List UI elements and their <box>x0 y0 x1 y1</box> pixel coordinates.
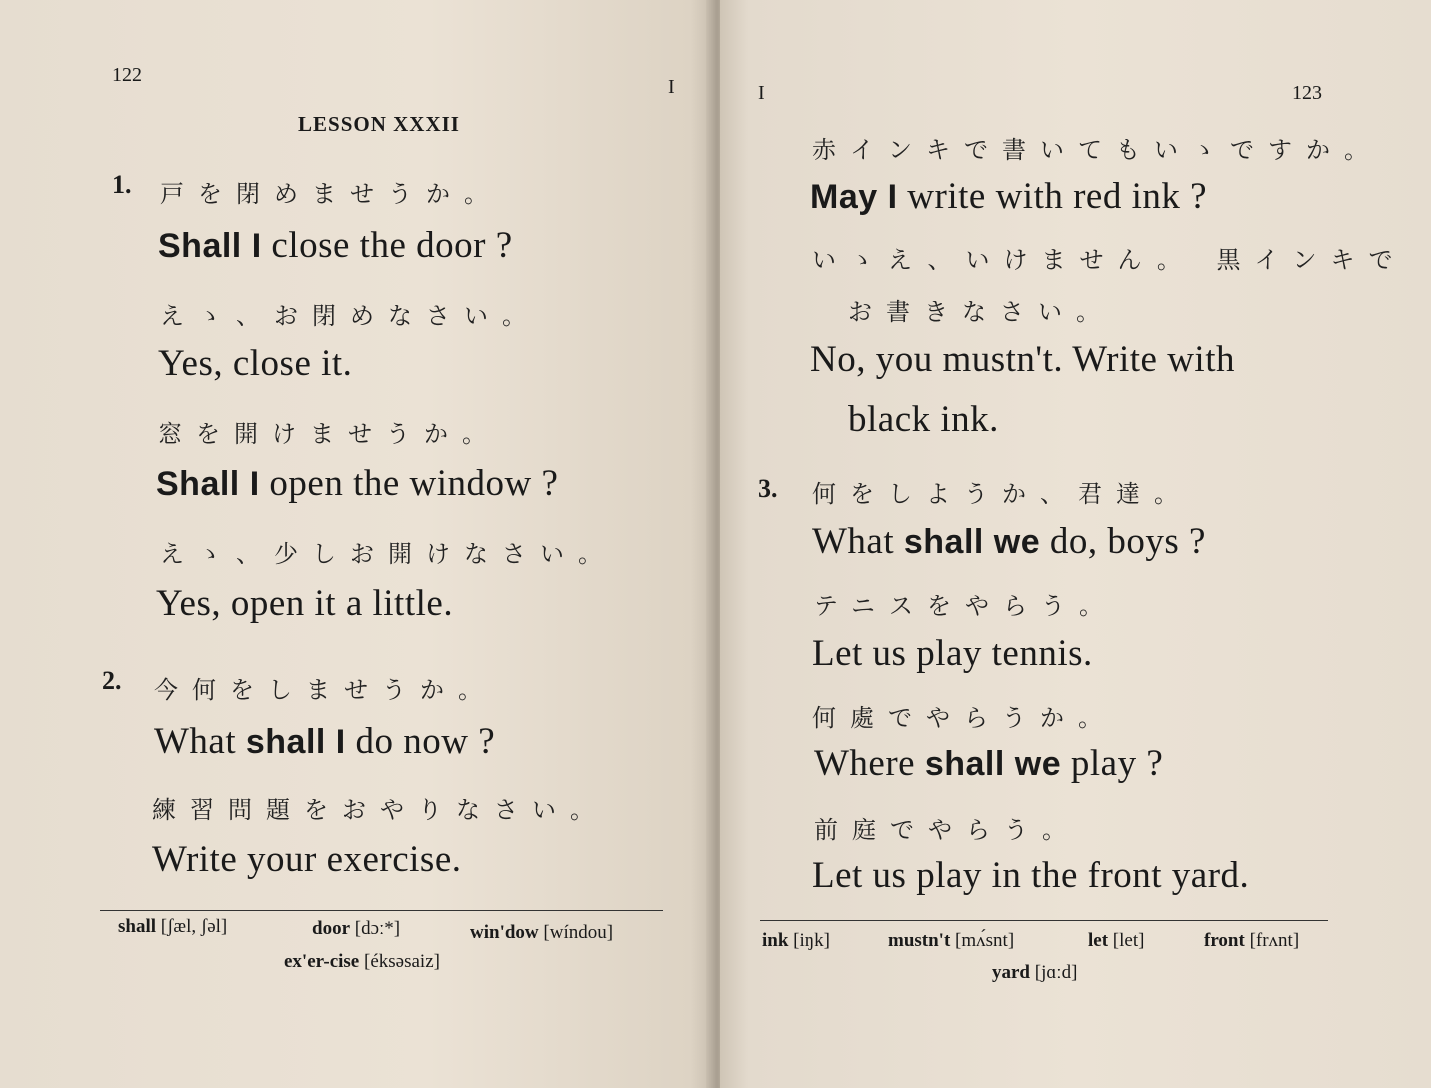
vocab-divider <box>100 910 663 911</box>
vocab-entry <box>762 930 830 952</box>
english-line <box>154 720 495 763</box>
vocab-entry <box>1204 930 1299 952</box>
english-line: Let us play tennis. <box>812 633 1093 674</box>
english-line <box>158 224 513 267</box>
section-number: 2. <box>102 666 122 695</box>
vocab-pron: [iŋk] <box>793 930 831 951</box>
japanese-line: 赤インキで書いてもいゝですか。 <box>812 136 1382 164</box>
japanese-line: 前庭でやらう。 <box>814 816 1080 844</box>
vocab-divider <box>760 920 1328 921</box>
lesson-title: LESSON XXXII <box>298 112 460 136</box>
english-rest: do, boys ? <box>1040 521 1206 562</box>
bold-phrase: Shall I <box>158 227 262 265</box>
page-number: 122 <box>112 64 142 86</box>
english-rest: write with red ink ? <box>897 176 1208 217</box>
vocab-entry <box>470 922 613 944</box>
page-number: 123 <box>1292 82 1322 104</box>
vocab-word: yard <box>992 962 1030 983</box>
english-pre: What <box>812 521 904 562</box>
bold-phrase: shall we <box>924 745 1062 783</box>
english-line: Let us play in the front yard. <box>812 855 1250 896</box>
vocab-pron: [jɑːd] <box>1034 962 1078 983</box>
english-line: Write your exercise. <box>152 839 462 880</box>
english-rest: do now ? <box>345 721 496 762</box>
english-rest: play ? <box>1061 743 1164 784</box>
vocab-pron: [ʃæl, ʃəl] <box>160 916 228 937</box>
japanese-line: お書きなさい。 <box>848 298 1114 326</box>
section-number: 1. <box>112 170 132 199</box>
vocab-pron: [éksəsaiz] <box>364 951 440 972</box>
english-line <box>812 520 1206 563</box>
english-pre: What <box>154 721 246 762</box>
bold-phrase: May I <box>810 178 898 216</box>
vocab-word: ex'er-cise <box>284 951 360 972</box>
japanese-line: 練習問題をおやりなさい。 <box>152 796 608 824</box>
english-line <box>156 462 558 505</box>
japanese-line: 戸を閉めませうか。 <box>160 180 502 208</box>
section-number: 3. <box>758 474 778 503</box>
japanese-line: 窓を開けませうか。 <box>158 420 500 448</box>
japanese-line: いゝえ、いけません。 黒インキで <box>812 246 1407 274</box>
vocab-entry <box>992 962 1077 984</box>
right-page <box>720 0 1431 1088</box>
japanese-line: えゝ、少しお開けなさい。 <box>160 540 616 568</box>
vocab-entry <box>1088 930 1144 952</box>
left-page <box>0 0 712 1088</box>
english-line: Yes, close it. <box>158 343 353 384</box>
vocab-pron: [let] <box>1112 930 1145 951</box>
header-mark: I <box>668 76 675 98</box>
vocab-pron: [dɔː*] <box>354 918 401 939</box>
japanese-line: テニスをやらう。 <box>814 592 1118 620</box>
vocab-entry <box>312 918 400 940</box>
vocab-word: mustn't <box>888 930 951 951</box>
vocab-pron: [mʌ́snt] <box>955 930 1015 951</box>
japanese-line: えゝ、お閉めなさい。 <box>160 302 540 330</box>
english-line: black ink. <box>848 399 999 440</box>
english-line: Yes, open it a little. <box>156 583 454 624</box>
vocab-word: let <box>1088 930 1109 951</box>
japanese-line: 今何をしませうか。 <box>154 676 496 704</box>
vocab-entry <box>118 916 227 938</box>
japanese-line: 何處でやらうか。 <box>812 704 1116 732</box>
english-rest: close the door ? <box>261 225 513 266</box>
vocab-word: shall <box>118 916 157 937</box>
vocab-word: door <box>312 918 350 939</box>
vocab-entry <box>888 930 1014 952</box>
japanese-line: 何をしようか、君達。 <box>812 480 1192 508</box>
vocab-entry <box>284 951 440 973</box>
header-mark: I <box>758 82 765 104</box>
vocab-pron: [frʌnt] <box>1249 930 1300 951</box>
vocab-word: win'dow <box>470 922 539 943</box>
bold-phrase: shall I <box>245 723 346 761</box>
bold-phrase: Shall I <box>156 465 260 503</box>
vocab-word: ink <box>762 930 789 951</box>
vocab-word: front <box>1204 930 1245 951</box>
english-line <box>810 175 1207 218</box>
english-line: No, you mustn't. Write with <box>810 339 1235 380</box>
english-line <box>814 742 1163 785</box>
english-rest: open the window ? <box>259 463 559 504</box>
bold-phrase: shall we <box>903 523 1041 561</box>
english-pre: Where <box>814 743 925 784</box>
vocab-pron: [wíndou] <box>543 922 614 943</box>
